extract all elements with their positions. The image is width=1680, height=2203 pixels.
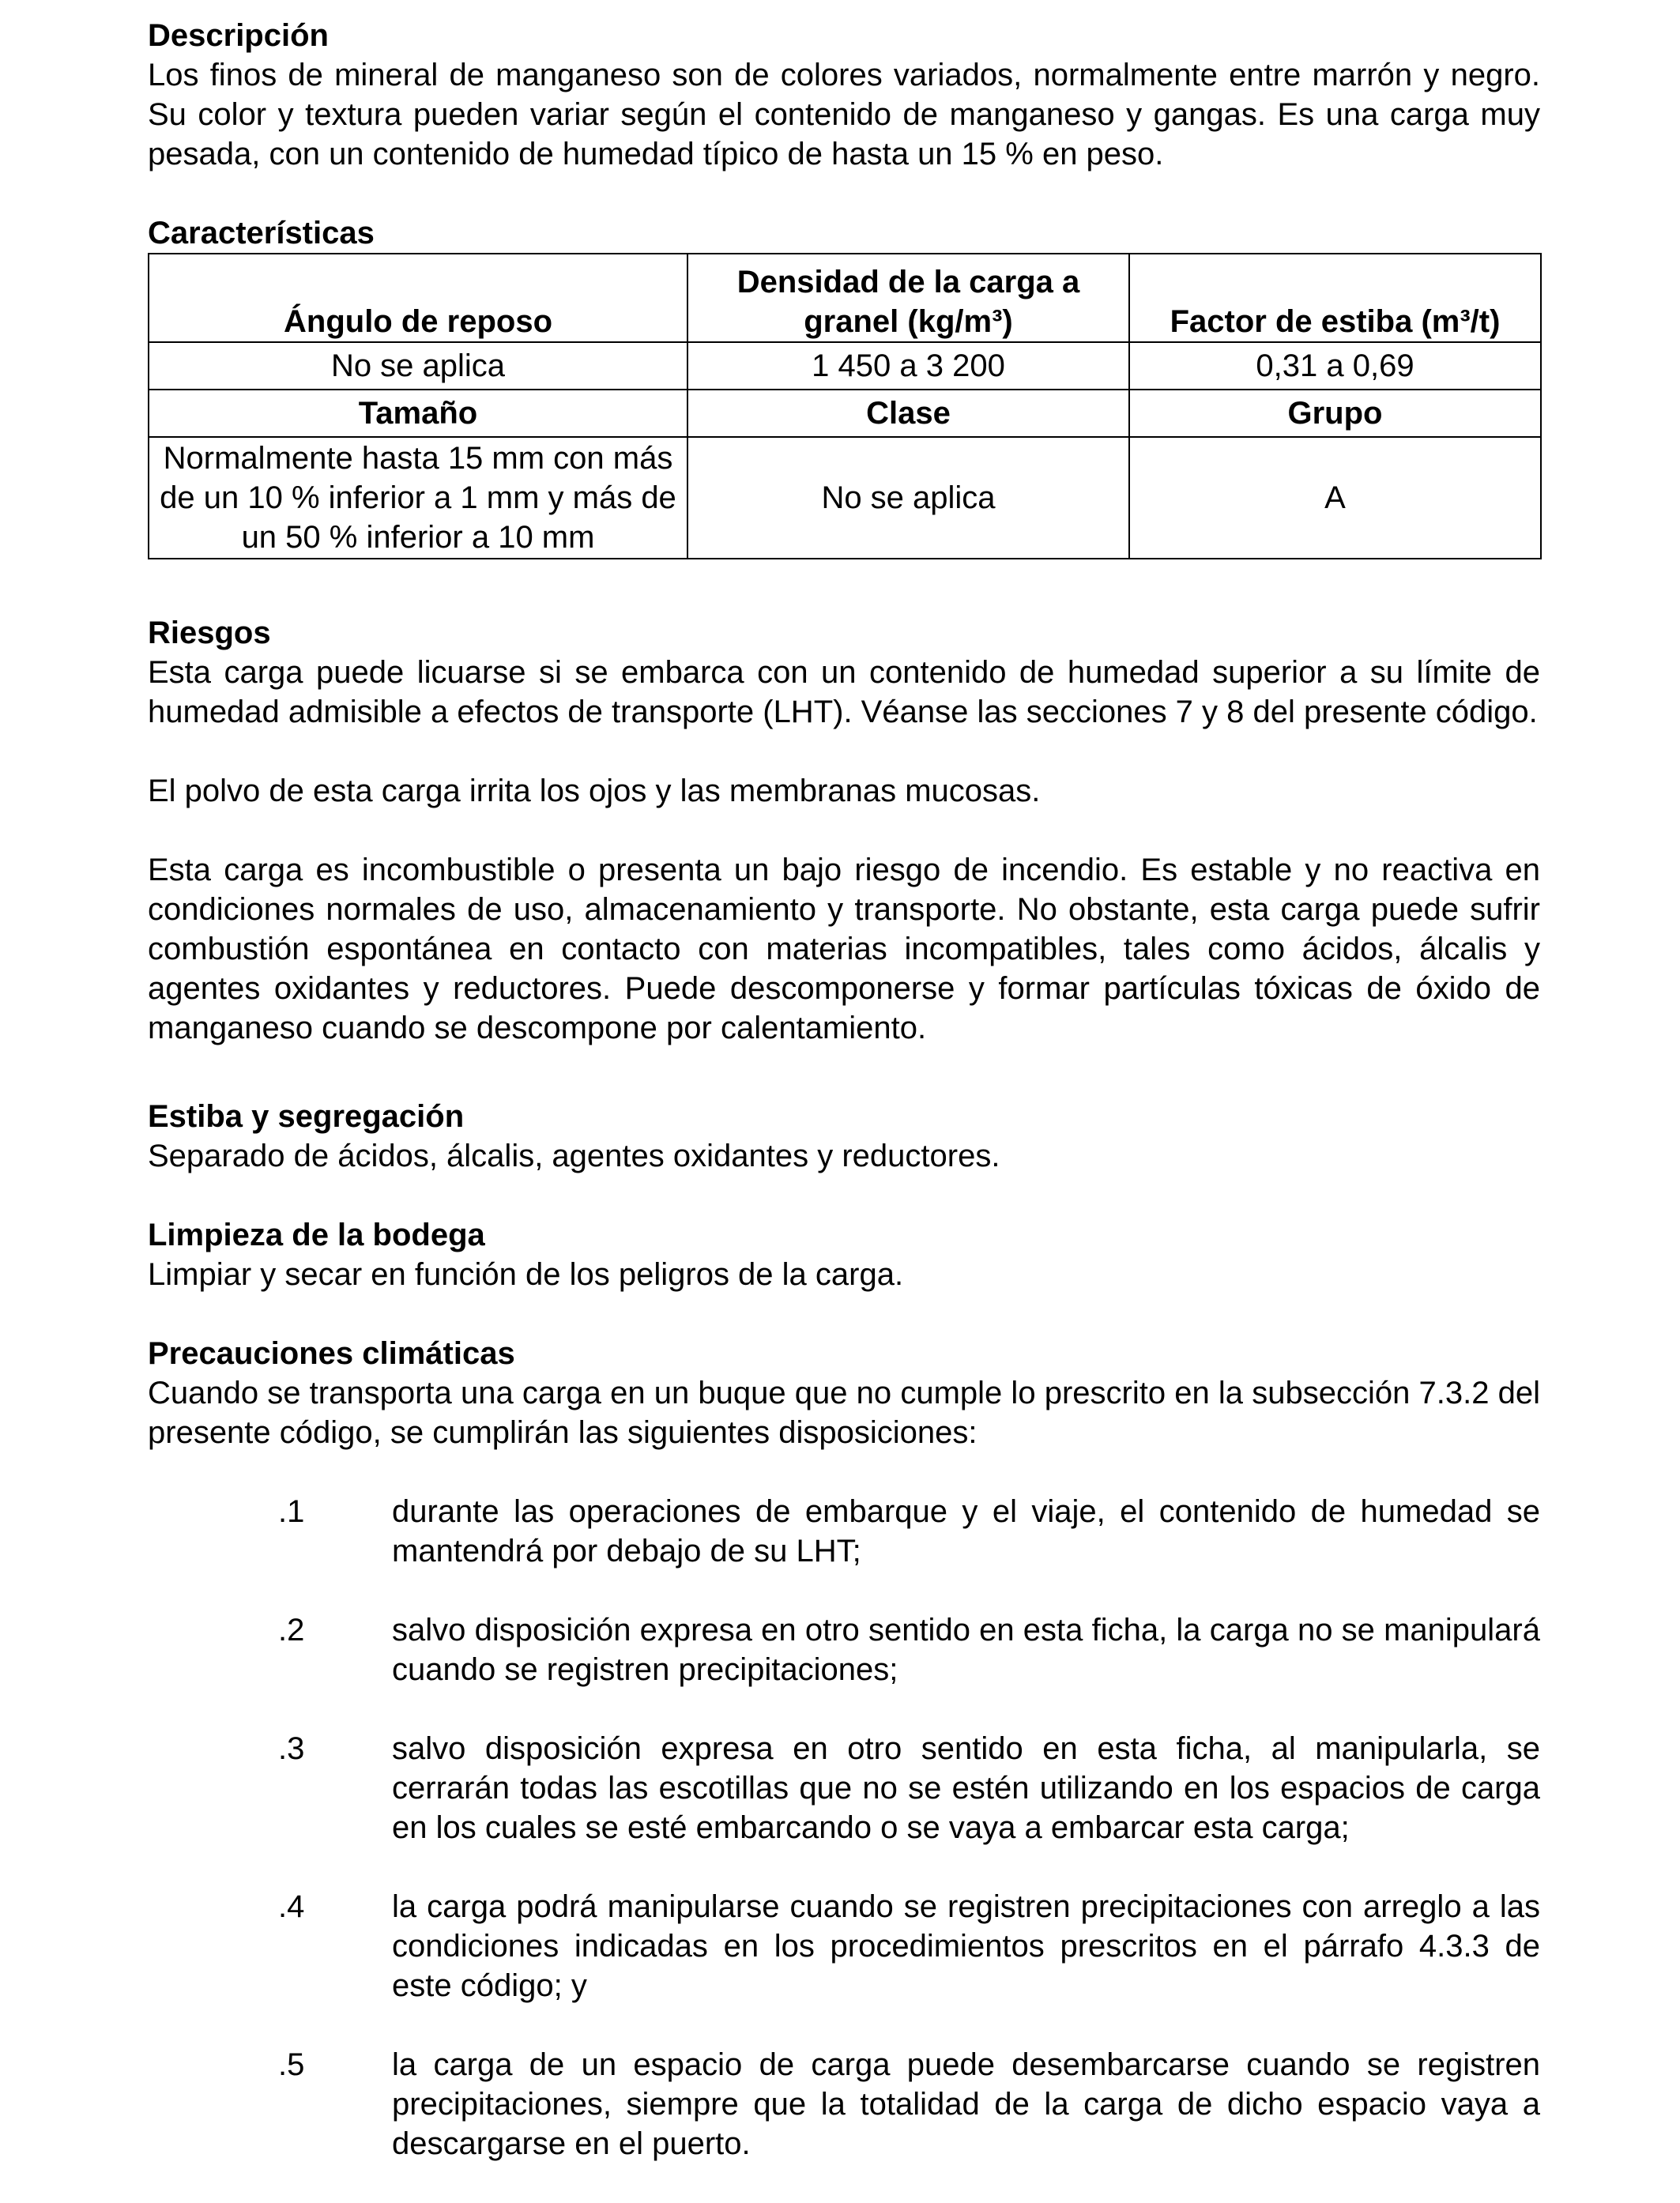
list-item-text: la carga podrá manipularse cuando se registren precipitaciones con arreglo a las condiciones indicadas en los procedimientos prescritos en el párrafo 4.3.3 de este código; y [392,1889,1540,2003]
list-item-text: la carga de un espacio de carga puede desembarcarse cuando se registren precipitaciones, siempre que la totalidad de la carga de dicho espacio vaya a descargarse en el puerto. [392,2047,1540,2161]
list-item-text: durante las operaciones de embarque y el viaje, el contenido de humedad se mantendrá por debajo de su LHT; [392,1494,1540,1568]
cell-factor: 0,31 a 0,69 [1129,342,1541,390]
riesgos-paragraph-2: El polvo de esta carga irrita los ojos y las membranas mucosas. [148,774,1041,808]
riesgos-heading: Riesgos [148,616,271,650]
caracteristicas-table [148,253,1542,559]
table-header-row-2 [149,390,1541,437]
cell-angulo: No se aplica [149,342,687,390]
cell-clase: No se aplica [687,437,1129,559]
descripcion-heading: Descripción [148,18,329,53]
table-row [149,342,1541,390]
limpieza-heading: Limpieza de la bodega [148,1218,485,1252]
riesgos-paragraph-1: Esta carga puede licuarse si se embarca con un contenido de humedad superior a su límite de humedad admisible a efectos de transporte (LHT). Véanse las secciones 7 y 8 del presente código. [148,655,1540,729]
list-item-text: salvo disposición expresa en otro sentido en esta ficha, al manipularla, se cerrarán todas las escotillas que no se estén utilizando en los espacios de carga en los cuales se esté embarcando o se vaya a embarcar esta carga; [392,1731,1540,1845]
list-item [148,1887,1540,2005]
limpieza-text: Limpiar y secar en función de los peligros de la carga. [148,1257,904,1292]
list-item [148,2045,1540,2163]
precauciones-intro: Cuando se transporta una carga en un buque que no cumple lo prescrito en la subsección 7.3.2 del presente código, se cumplirán las siguientes disposiciones: [148,1376,1540,1450]
riesgos-paragraph-3: Esta carga es incombustible o presenta un bajo riesgo de incendio. Es estable y no reactiva en condiciones normales de uso, almacenamiento y transporte. No obstante, esta carga puede sufrir combustión espontánea en contacto con materias incompatibles, tales como ácidos, álcalis y agentes oxidantes y reductores. Puede descomponerse y formar partículas tóxicas de óxido de manganeso cuando se descompone por calentamiento. [148,853,1540,1045]
list-item [148,1729,1540,1847]
header-clase: Clase [687,390,1129,437]
estiba-heading: Estiba y segregación [148,1099,465,1134]
list-item [148,1492,1540,1571]
header-densidad: Densidad de la carga a granel (kg/m³) [687,254,1129,342]
list-item-number: .4 [278,1889,305,1924]
cell-densidad: 1 450 a 3 200 [687,342,1129,390]
header-factor: Factor de estiba (m³/t) [1129,254,1541,342]
list-item-number: .2 [278,1613,305,1648]
header-angulo: Ángulo de reposo [149,254,687,342]
document-page [148,16,1540,2203]
estiba-text: Separado de ácidos, álcalis, agentes oxidantes y reductores. [148,1139,1000,1173]
table-header-row [149,254,1541,342]
list-item-number: .5 [278,2047,305,2082]
caracteristicas-heading: Características [148,216,375,250]
list-item [148,1610,1540,1689]
list-item-text: salvo disposición expresa en otro sentido en esta ficha, la carga no se manipulará cuando se registren precipitaciones; [392,1613,1540,1687]
descripcion-text: Los finos de mineral de manganeso son de colores variados, normalmente entre marrón y negro. Su color y textura pueden variar según el contenido de manganeso y gangas. Es una carga muy pesada, con un contenido de humedad típico de hasta un 15 % en peso. [148,58,1540,171]
cell-grupo: A [1129,437,1541,559]
cell-tamano: Normalmente hasta 15 mm con más de un 10 % inferior a 1 mm y más de un 50 % inferior a 10 mm [149,437,687,559]
list-item-number: .3 [278,1731,305,1766]
header-grupo: Grupo [1129,390,1541,437]
header-tamano: Tamaño [149,390,687,437]
precauciones-heading: Precauciones climáticas [148,1336,515,1371]
list-item-number: .1 [278,1494,305,1529]
table-row [149,437,1541,559]
precauciones-list [148,1492,1540,2163]
